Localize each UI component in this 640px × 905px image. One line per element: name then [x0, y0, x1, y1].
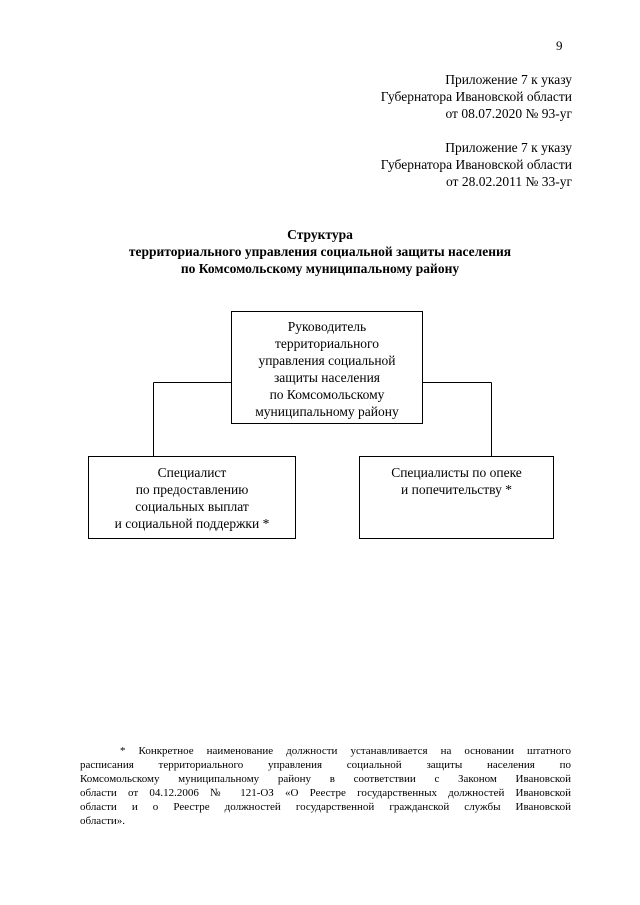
org-box-left-line: Специалист [157, 465, 227, 480]
footnote-line: * Конкретное наименование должности устанавливается на основании штатного [120, 745, 571, 757]
appendix-current-reference [381, 71, 572, 122]
title-line-2: территориального управления социальной защиты населения [128, 244, 512, 259]
org-box-head [231, 311, 423, 424]
footnote-line: области от 04.12.2006 № 121-ОЗ «О Реестре государственных должностей Ивановской [80, 787, 571, 799]
footnote-line: Комсомольскому муниципальному району в соответствии с Законом Ивановской [80, 773, 571, 785]
appendix-current-line-2: Губернатора Ивановской области [380, 89, 572, 104]
page-number: 9 [556, 38, 563, 53]
appendix-original-line-3: от 28.02.2011 № 33-уг [445, 174, 572, 189]
appendix-original-reference [381, 139, 572, 190]
org-box-head-line: Руководитель [287, 319, 367, 334]
document-title [0, 226, 640, 277]
org-box-head-line: защиты населения [273, 370, 381, 385]
appendix-original-line-1: Приложение 7 к указу [445, 140, 572, 155]
title-line-1: Структура [287, 227, 353, 242]
org-box-head-line: по Комсомольскому [269, 387, 385, 402]
org-box-right-line: и попечительству * [401, 482, 512, 497]
org-box-right-line: Специалисты по опеке [391, 465, 522, 480]
appendix-current-line-3: от 08.07.2020 № 93-уг [445, 106, 572, 121]
org-box-head-line: управления социальной [258, 353, 396, 368]
footnote-line: области и о Реестре должностей государственной гражданской службы Ивановской [80, 801, 571, 813]
org-box-head-line: территориального [275, 336, 379, 351]
org-box-left-line: и социальной поддержки * [114, 516, 270, 531]
org-box-guardianship-specialists [359, 456, 554, 539]
org-box-left-line: социальных выплат [135, 499, 249, 514]
org-box-left-line: по предоставлению [135, 482, 249, 497]
org-box-head-line: муниципальному району [255, 404, 399, 419]
appendix-original-line-2: Губернатора Ивановской области [380, 157, 572, 172]
footnote-line: расписания территориального управления социальной защиты населения по [80, 759, 571, 771]
footnote [80, 744, 571, 828]
org-box-social-payments-specialist [88, 456, 296, 539]
appendix-current-line-1: Приложение 7 к указу [445, 72, 572, 87]
title-line-3: по Комсомольскому муниципальному району [180, 261, 460, 276]
footnote-line: области». [80, 815, 126, 827]
